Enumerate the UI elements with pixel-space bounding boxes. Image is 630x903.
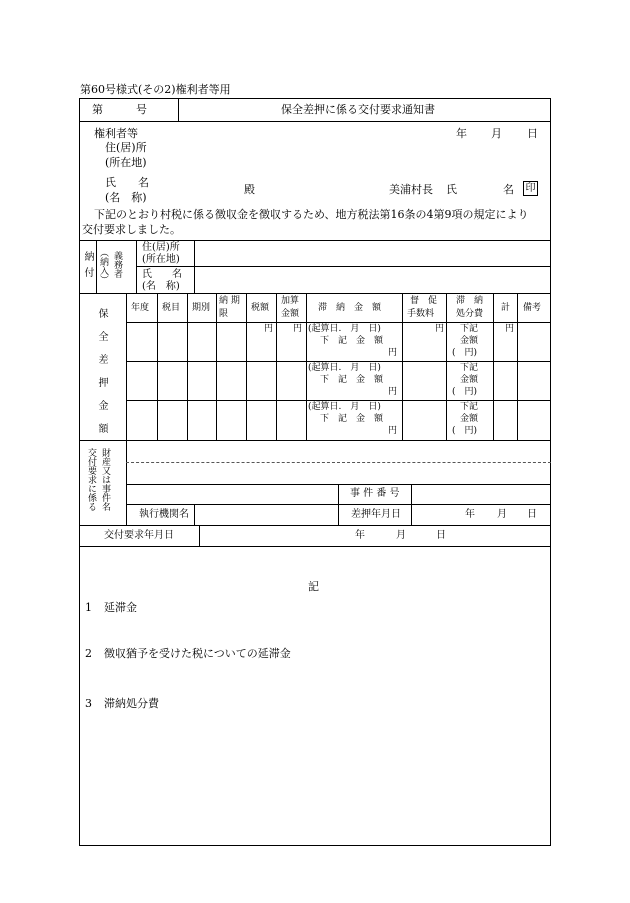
number-label: 第 号 — [92, 103, 147, 116]
issuer-name-1: 氏 — [446, 183, 457, 196]
below-3: ( 円) — [452, 426, 478, 436]
below-1: 下記 — [460, 363, 479, 373]
header-disposal-1: 滞 納 — [456, 296, 484, 306]
form-title: 保全差押に係る交付要求通知書 — [281, 103, 435, 116]
rule — [199, 525, 200, 546]
header-tax-amount: 税額 — [251, 303, 270, 313]
rule — [276, 293, 277, 440]
rule — [517, 293, 518, 440]
request-month: 月 — [396, 530, 406, 541]
yen-unit: 円 — [388, 426, 398, 436]
name-label: 氏 名 — [105, 176, 149, 189]
agency-label: 執行機関名 — [139, 509, 189, 520]
rule — [493, 293, 494, 440]
rule — [126, 322, 551, 323]
request-date-label: 交付要求年月日 — [104, 530, 174, 541]
issuer: 美浦村長 — [389, 183, 433, 196]
reckoning-date: (起算日. 月 日) — [308, 402, 381, 412]
yen-unit: 円 — [388, 387, 398, 397]
below-amount: 下 記 金 額 — [320, 336, 384, 346]
rule — [79, 121, 551, 122]
date-day: 日 — [527, 127, 538, 140]
amount-side-label: 保全差押金額 — [96, 308, 107, 446]
yen-unit: 円 — [388, 348, 398, 358]
rule — [306, 293, 307, 440]
note-text: 滞納処分費 — [104, 697, 159, 710]
yen-unit: 円 — [505, 324, 515, 334]
dashed-rule — [126, 462, 551, 463]
case-number-label: 事 件 番 号 — [350, 488, 400, 499]
rule — [402, 293, 403, 440]
frame-bottom — [79, 845, 551, 846]
rule — [126, 440, 127, 525]
rule — [411, 484, 412, 525]
below-1: 下記 — [460, 324, 479, 334]
taxpayer-paren-label: （納入） — [98, 248, 108, 284]
header-dunning-1: 督 促 — [410, 296, 438, 306]
rule — [79, 546, 551, 547]
rule — [216, 293, 217, 440]
rule — [136, 266, 551, 267]
rule — [194, 504, 195, 525]
form-id: 第60号様式(その2)権利者等用 — [80, 83, 231, 96]
seizure-date-label: 差押年月日 — [351, 509, 401, 520]
date-month: 月 — [491, 127, 502, 140]
header-total: 計 — [501, 303, 511, 313]
note-number: 3 — [85, 697, 92, 710]
rule — [157, 293, 158, 440]
rule — [187, 293, 188, 440]
header-remarks: 備考 — [523, 303, 542, 313]
frame-left — [79, 98, 80, 845]
below-1: 下記 — [460, 402, 479, 412]
honorific: 殿 — [244, 183, 255, 196]
below-3: ( 円) — [452, 348, 478, 358]
location-label: (所在地) — [105, 156, 147, 169]
rule — [194, 240, 195, 293]
header-surcharge-2: 金額 — [281, 309, 300, 319]
header-disposal-2: 処分費 — [456, 309, 484, 319]
note-text: 延滞金 — [104, 601, 137, 614]
right-holder-label: 権利者等 — [94, 127, 138, 140]
request-year: 年 — [355, 530, 365, 541]
frame-top — [79, 98, 551, 99]
rule — [446, 293, 447, 440]
taxpayer-name-label-2: (名 称) — [142, 281, 180, 292]
rule — [246, 293, 247, 440]
header-surcharge-1: 加算 — [281, 296, 300, 306]
taxpayer-name-label: 氏 名 — [142, 269, 182, 280]
taxpayer-location-label: (所在地) — [142, 254, 180, 265]
header-period: 期別 — [192, 303, 211, 313]
rule — [126, 293, 127, 440]
rule — [126, 400, 551, 401]
rule — [79, 293, 551, 294]
seizure-day: 日 — [527, 509, 537, 520]
rule — [126, 361, 551, 362]
seal-icon: 印 — [523, 181, 538, 196]
address-label: 住(居)所 — [105, 141, 147, 154]
yen-unit: 円 — [293, 324, 303, 334]
rule — [96, 240, 97, 293]
below-amount: 下 記 金 額 — [320, 375, 384, 385]
rule — [79, 440, 551, 441]
rule — [338, 484, 339, 525]
below-2: 金額 — [460, 375, 479, 385]
seizure-month: 月 — [497, 509, 507, 520]
below-amount: 下 記 金 額 — [320, 414, 384, 424]
note-number: 2 — [85, 647, 92, 660]
note-number: 1 — [85, 601, 92, 614]
notes-heading: 記 — [308, 580, 319, 593]
taxpayer-address-label: 住(居)所 — [142, 242, 180, 253]
taxpayer-inner-label: 義務者 — [112, 251, 122, 278]
rule — [178, 98, 179, 121]
below-2: 金額 — [460, 336, 479, 346]
note-text: 徴収猶予を受けた税についての延滞金 — [104, 647, 291, 660]
below-3: ( 円) — [452, 387, 478, 397]
header-deadline-2: 限 — [219, 309, 229, 319]
yen-unit: 円 — [435, 324, 445, 334]
rule — [79, 240, 551, 241]
issuer-name-2: 名 — [503, 183, 514, 196]
property-label-2: 交付要求に係る — [86, 448, 96, 511]
yen-unit: 円 — [264, 324, 274, 334]
header-deadline-1: 納 期 — [219, 296, 240, 306]
header-year: 年度 — [131, 303, 150, 313]
header-dunning-2: 手数料 — [407, 309, 435, 319]
body-text-1: 下記のとおり村税に係る徴収金を徴収するため、地方税法第16条の4第9項の規定により — [94, 208, 529, 221]
name-label-2: (名 称) — [105, 191, 147, 204]
seizure-year: 年 — [465, 509, 475, 520]
reckoning-date: (起算日. 月 日) — [308, 363, 381, 373]
property-label: 財産又は事件名 — [100, 448, 110, 511]
frame-right — [550, 98, 551, 845]
taxpayer-outer-label: 納付 — [82, 251, 93, 283]
request-day: 日 — [436, 530, 446, 541]
rule — [79, 525, 551, 526]
header-arrears: 滞 納 金 額 — [318, 303, 382, 313]
date-year: 年 — [456, 127, 467, 140]
reckoning-date: (起算日. 月 日) — [308, 324, 381, 334]
below-2: 金額 — [460, 414, 479, 424]
body-text-2: 交付要求しました。 — [82, 223, 181, 236]
rule — [136, 240, 137, 293]
header-tax-item: 税目 — [162, 303, 181, 313]
